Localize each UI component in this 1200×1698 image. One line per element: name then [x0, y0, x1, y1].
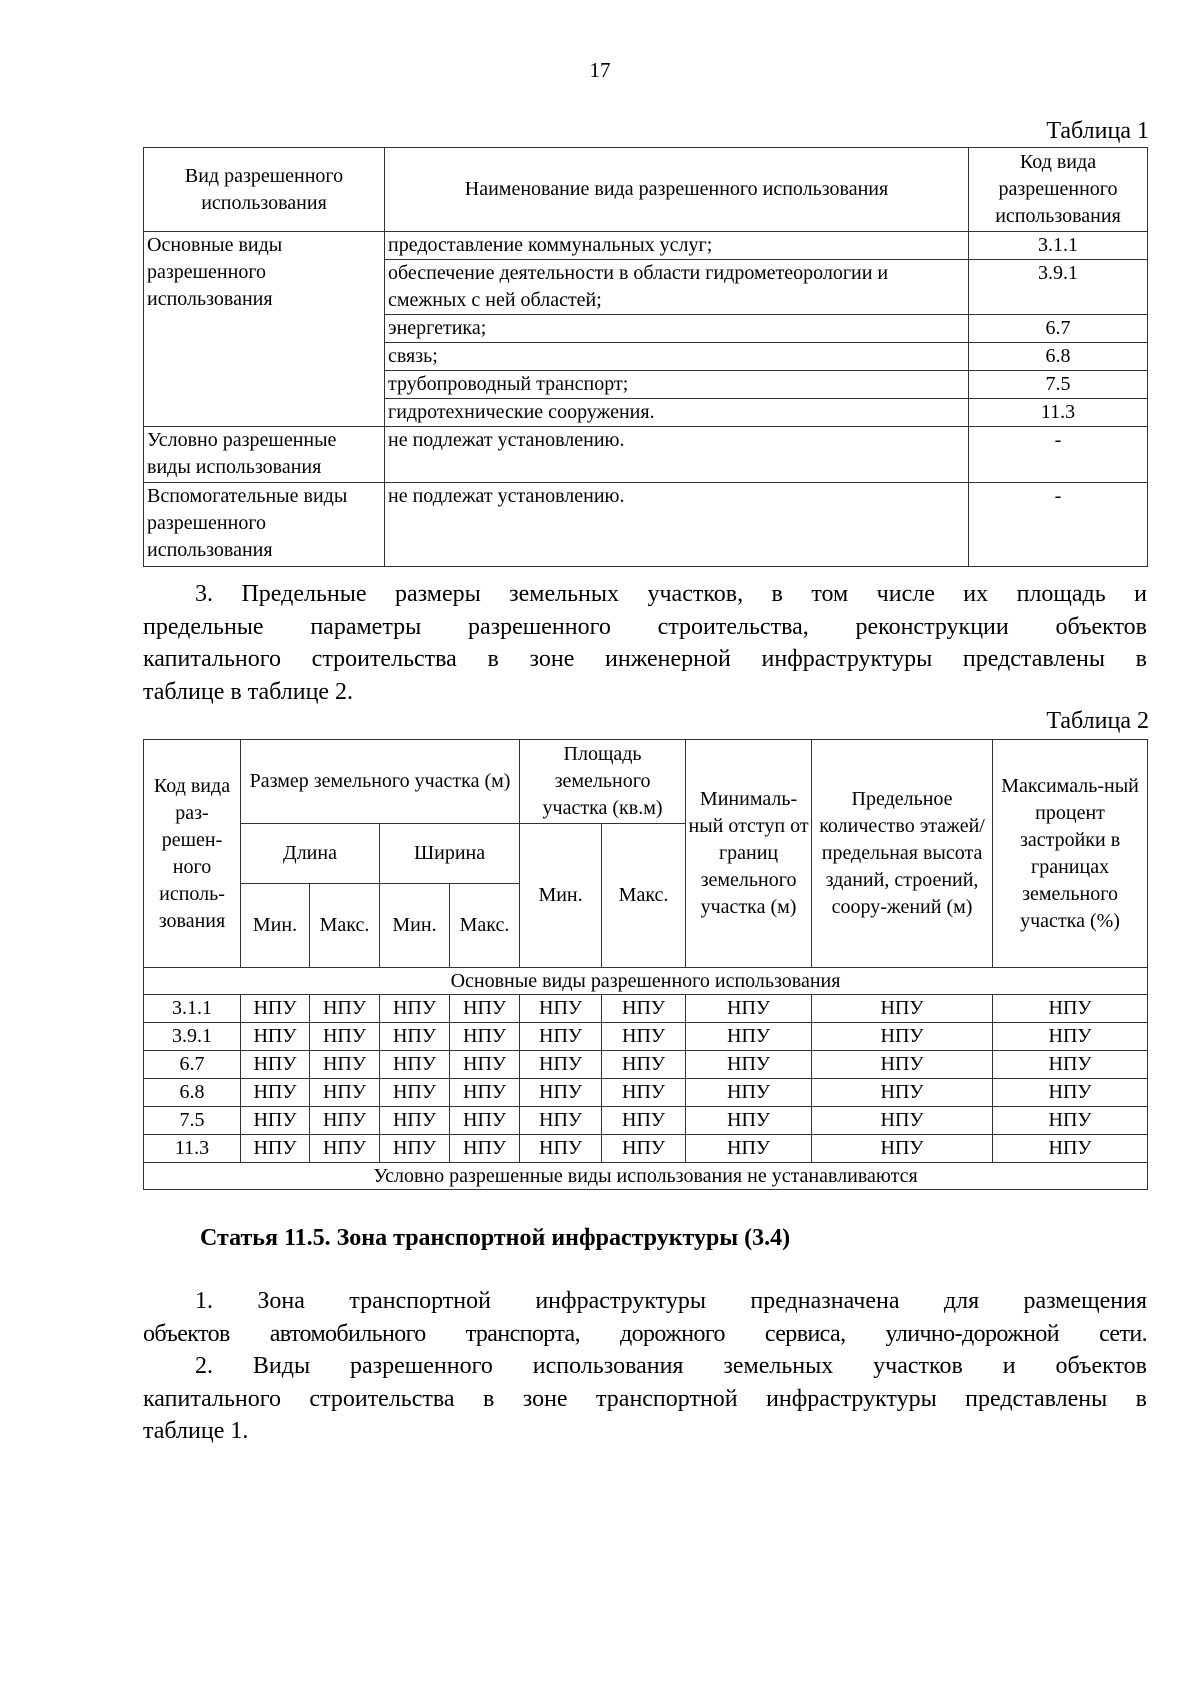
- table2-cell: НПУ: [310, 1079, 380, 1107]
- table2-cell: НПУ: [520, 1135, 602, 1163]
- table2-cell: НПУ: [520, 1023, 602, 1051]
- table1-row-name: предоставление коммунальных услуг;: [385, 232, 969, 260]
- article-heading: Статья 11.5. Зона транспортной инфраструктуры (3.4): [200, 1225, 791, 1251]
- table2-cell: НПУ: [686, 1051, 812, 1079]
- table2-cell: НПУ: [450, 1135, 520, 1163]
- table2-cell: НПУ: [812, 1023, 993, 1051]
- table2-cell: НПУ: [993, 1107, 1148, 1135]
- table2-cell: НПУ: [241, 1051, 310, 1079]
- table2-cell: НПУ: [380, 1023, 450, 1051]
- table2-cell-code: 3.1.1: [144, 995, 241, 1023]
- table1-row-code: 3.9.1: [969, 260, 1148, 315]
- table2-header-width-max: Макс.: [450, 884, 520, 968]
- table2-cell: НПУ: [602, 995, 686, 1023]
- paragraph-line: таблице 1.: [143, 1418, 249, 1444]
- table2-cell: НПУ: [520, 1107, 602, 1135]
- paragraph-line: 3. Предельные размеры земельных участков, в том числе их площадь и: [195, 581, 1147, 607]
- table2-cell: НПУ: [993, 1135, 1148, 1163]
- table1-row-code: 11.3: [969, 399, 1148, 427]
- table1-row-name: энергетика;: [385, 315, 969, 343]
- table2-cell: НПУ: [310, 1107, 380, 1135]
- paragraph-line: 1. Зона транспортной инфраструктуры предназначена для размещения: [195, 1288, 1147, 1314]
- page-number: 17: [589, 58, 611, 82]
- table2-row: [144, 995, 1148, 1023]
- paragraph-line: предельные параметры разрешенного строительства, реконструкции объектов: [143, 613, 1147, 640]
- table2-cell: НПУ: [450, 1079, 520, 1107]
- table2-header-area: Площадь земельного участка (кв.м): [520, 740, 686, 824]
- table2-header-width-min: Мин.: [380, 884, 450, 968]
- table2-header-code: Код вида раз-решен-ного исполь-зования: [144, 740, 241, 968]
- table2-header-size: Размер земельного участка (м): [241, 740, 520, 824]
- table2-header-area-max: Макс.: [602, 824, 686, 968]
- table2-cell: НПУ: [241, 1135, 310, 1163]
- table2-cell-code: 6.7: [144, 1051, 241, 1079]
- table2-cell: НПУ: [380, 1079, 450, 1107]
- table2-cell: НПУ: [602, 1051, 686, 1079]
- table1-row-code: -: [969, 483, 1148, 567]
- table2-cell: НПУ: [686, 1135, 812, 1163]
- table2-cell: НПУ: [602, 1023, 686, 1051]
- table1-row-name: обеспечение деятельности в области гидрометеорологии и смежных с ней областей;: [385, 260, 969, 315]
- paragraph-line: таблице в таблице 2.: [143, 678, 354, 705]
- paragraph-line: капитального строительства в зоне инженерной инфраструктуры представлены в: [143, 646, 1147, 672]
- table2-header-length-min: Мин.: [241, 884, 310, 968]
- table2-cell: НПУ: [520, 995, 602, 1023]
- table2-cell-code: 6.8: [144, 1079, 241, 1107]
- table2-cell: НПУ: [310, 1135, 380, 1163]
- table2-cell: НПУ: [686, 1023, 812, 1051]
- table2-cell: НПУ: [450, 995, 520, 1023]
- table1-category-main: Основные виды разрешенного использования: [144, 232, 385, 427]
- table2-header-length-max: Макс.: [310, 884, 380, 968]
- table2-row: [144, 1023, 1148, 1051]
- table2-cell: НПУ: [241, 1107, 310, 1135]
- table2-cell: НПУ: [241, 1079, 310, 1107]
- table2-cell: НПУ: [993, 1051, 1148, 1079]
- table1-caption: Таблица 1: [1046, 118, 1149, 144]
- table2-cell: НПУ: [380, 1051, 450, 1079]
- article-paragraph-1: [143, 1285, 1147, 1350]
- table2-cell: НПУ: [812, 1135, 993, 1163]
- paragraph-line: 2. Виды разрешенного использования земельных участков и объектов: [195, 1353, 1147, 1379]
- paragraph-line: капитального строительства в зоне транспортной инфраструктуры представлены в: [143, 1385, 1147, 1412]
- table1-row-code: 3.1.1: [969, 232, 1148, 260]
- table2-cell: НПУ: [686, 995, 812, 1023]
- table2-cell: НПУ: [380, 1135, 450, 1163]
- table2-section-conditional: Условно разрешенные виды использования не устанавливаются: [144, 1163, 1148, 1190]
- table2-cell: НПУ: [241, 1023, 310, 1051]
- table1-header-kind: Вид разрешенного использования: [144, 148, 385, 232]
- table2-cell: НПУ: [520, 1051, 602, 1079]
- article-paragraph-2: [143, 1350, 1147, 1448]
- table2-cell: НПУ: [602, 1135, 686, 1163]
- table2-cell: НПУ: [310, 1023, 380, 1051]
- table2-cell: НПУ: [993, 1023, 1148, 1051]
- table2-header-width: Ширина: [380, 824, 520, 884]
- table2-cell-code: 3.9.1: [144, 1023, 241, 1051]
- table2-cell: НПУ: [602, 1079, 686, 1107]
- table2-cell: НПУ: [602, 1107, 686, 1135]
- table2-cell: НПУ: [812, 1051, 993, 1079]
- table1-header-name: Наименование вида разрешенного использования: [385, 148, 969, 232]
- table1-row-name: связь;: [385, 343, 969, 371]
- table2-header-length: Длина: [241, 824, 380, 884]
- table2-cell: НПУ: [241, 995, 310, 1023]
- table1-category-conditional: Условно разрешенные виды использования: [144, 427, 385, 483]
- table2-cell: НПУ: [380, 1107, 450, 1135]
- table2-cell: НПУ: [993, 1079, 1148, 1107]
- table1-header-code: Код вида разрешенного использования: [969, 148, 1148, 232]
- table2-cell: НПУ: [450, 1107, 520, 1135]
- table2-cell: НПУ: [450, 1023, 520, 1051]
- table2-caption: Таблица 2: [1046, 708, 1149, 734]
- table2-cell: НПУ: [812, 1107, 993, 1135]
- table2-cell: НПУ: [812, 995, 993, 1023]
- table2-cell: НПУ: [380, 995, 450, 1023]
- table1-row-code: 6.7: [969, 315, 1148, 343]
- table1-row-name: гидротехнические сооружения.: [385, 399, 969, 427]
- table2-cell: НПУ: [310, 1051, 380, 1079]
- table2-header-area-min: Мин.: [520, 824, 602, 968]
- table2-cell: НПУ: [686, 1079, 812, 1107]
- table1-row-code: 7.5: [969, 371, 1148, 399]
- table2: [143, 739, 1148, 1190]
- table2-section-main: Основные виды разрешенного использования: [144, 968, 1148, 995]
- table2-cell: НПУ: [812, 1079, 993, 1107]
- paragraph-line: объектов автомобильного транспорта, дорожного сервиса, улично-дорожной сети.: [143, 1320, 1147, 1347]
- table2-cell: НПУ: [686, 1107, 812, 1135]
- table1: [143, 147, 1148, 567]
- table1-row-name: трубопроводный транспорт;: [385, 371, 969, 399]
- table2-row: [144, 1051, 1148, 1079]
- table2-row: [144, 1135, 1148, 1163]
- table1-row-name: не подлежат установлению.: [385, 483, 969, 567]
- table1-row-code: 6.8: [969, 343, 1148, 371]
- table2-cell-code: 7.5: [144, 1107, 241, 1135]
- table1-row-name: не подлежат установлению.: [385, 427, 969, 483]
- table2-header-floors: Предельное количество этажей/ предельная высота зданий, строений, соору-жений (м): [812, 740, 993, 968]
- table1-category-auxiliary: Вспомогательные виды разрешенного использования: [144, 483, 385, 567]
- table2-cell: НПУ: [450, 1051, 520, 1079]
- table1-row-code: -: [969, 427, 1148, 483]
- table2-cell: НПУ: [993, 995, 1148, 1023]
- table2-cell: НПУ: [520, 1079, 602, 1107]
- paragraph-3: [143, 578, 1147, 708]
- table2-row: [144, 1079, 1148, 1107]
- table2-row: [144, 1107, 1148, 1135]
- table2-cell: НПУ: [310, 995, 380, 1023]
- table2-header-coverage: Максималь-ный процент застройки в границах земельного участка (%): [993, 740, 1148, 968]
- table2-cell-code: 11.3: [144, 1135, 241, 1163]
- table2-header-setback: Минималь-ный отступ от границ земельного участка (м): [686, 740, 812, 968]
